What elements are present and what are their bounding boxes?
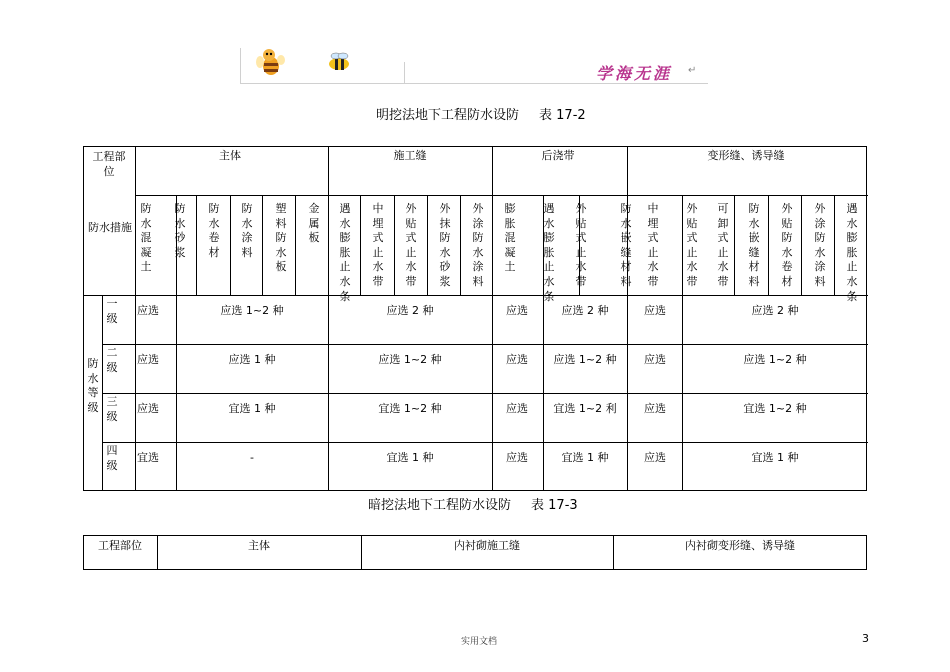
measure-removable-waterstop: 可卸式止水带 (717, 202, 729, 288)
header-divider (404, 62, 405, 83)
cell: 宜选 1 种 (386, 451, 434, 464)
cell: 应选 (644, 451, 666, 464)
grade-4: 四级 (106, 444, 118, 472)
header-deformation-joint: 变形缝、诱导缝 (707, 149, 785, 162)
header-main-body: 主体 (219, 149, 241, 162)
table-rule (135, 147, 136, 491)
measure-swelling-strip: 遇水膨胀止水条 (339, 202, 351, 303)
table-rule (768, 195, 769, 295)
table-rule (262, 195, 263, 295)
measure-swelling-strip: 遇水膨胀止水条 (543, 202, 555, 303)
cell: 应选 (137, 402, 159, 415)
table1-title-text: 明挖法地下工程防水设防 (376, 108, 520, 123)
page-number: 3 (862, 632, 869, 645)
measure-waterproof-mortar: 防水砂浆 (174, 202, 186, 259)
table-rule (360, 195, 361, 295)
table-rule (613, 536, 614, 570)
measure-sealant: 防水嵌缝材料 (748, 202, 760, 288)
table2-number: 表 17-3 (531, 498, 578, 513)
cartoon-bee-icon (254, 46, 286, 78)
cell: 应选 2 种 (751, 304, 799, 317)
cell: 应选 (506, 402, 528, 415)
table-rule (328, 147, 329, 491)
cell: 应选 (506, 353, 528, 366)
table-rule (230, 195, 231, 295)
cell: 宜选 (137, 451, 159, 464)
measure-waterproof-membrane: 防水卷材 (208, 202, 220, 259)
table-rule (135, 195, 868, 196)
cell: 应选 1~2 种 (743, 353, 807, 366)
brand-text: 学海无涯 (596, 64, 673, 83)
table-rule (157, 536, 158, 570)
cell: - (250, 451, 254, 464)
measure-external-waterstop: 外贴式止水带 (686, 202, 698, 288)
cell: 应选 2 种 (561, 304, 609, 317)
measure-external-coating: 外涂防水涂料 (472, 202, 484, 288)
table-rule (492, 147, 493, 491)
table-rule (394, 195, 395, 295)
header-engineering-part: 工程部位 (92, 150, 126, 178)
table1-title (376, 104, 586, 123)
measure-metal-plate: 金属板 (308, 202, 320, 245)
t2-header-lining-joint: 内衬砌施工缝 (454, 539, 520, 552)
cell: 宜选 1 种 (228, 402, 276, 415)
measure-expansive-concrete: 膨胀混凝土 (504, 202, 516, 274)
cell: 宜选 1~2 种 (743, 402, 807, 415)
bee-icon (326, 52, 352, 72)
table2-title-text: 暗挖法地下工程防水设防 (368, 498, 512, 513)
measure-external-mortar: 外抹防水砂浆 (439, 202, 451, 288)
measure-external-waterstop: 外贴式止水带 (405, 202, 417, 288)
table-rule (102, 344, 868, 345)
table-rule (801, 195, 802, 295)
grade-label: 防水等级 (87, 357, 99, 414)
cell: 宜选 1 种 (561, 451, 609, 464)
grade-1: 一级 (106, 297, 118, 325)
cell: 宜选 1~2 种 (378, 402, 442, 415)
measure-embedded-waterstop: 中埋式止水带 (647, 202, 659, 288)
table1 (83, 146, 867, 491)
t2-header-main: 主体 (248, 539, 270, 552)
table-rule (102, 393, 868, 394)
cell: 应选 (644, 402, 666, 415)
cell: 应选 (137, 304, 159, 317)
table-rule (84, 295, 868, 296)
measure-label: 防水措施 (88, 221, 132, 234)
cell: 应选 (644, 353, 666, 366)
header-post-pour-strip: 后浇带 (541, 149, 575, 162)
table-rule (196, 195, 197, 295)
table1-number: 表 17-2 (539, 108, 586, 123)
cell: 应选 (506, 304, 528, 317)
measure-waterproof-concrete: 防水混凝土 (140, 202, 152, 274)
table-rule (427, 195, 428, 295)
t2-header-lining-deformation: 内衬砌变形缝、诱导缝 (685, 539, 795, 552)
table2 (83, 535, 867, 570)
header-construction-joint: 施工缝 (393, 149, 427, 162)
table-rule (361, 536, 362, 570)
table-rule (627, 147, 628, 491)
table-rule (734, 195, 735, 295)
cell: 宜选 1~2 利 (553, 402, 617, 415)
table-rule (295, 195, 296, 295)
cell: 宜选 1 种 (751, 451, 799, 464)
cell: 应选 (506, 451, 528, 464)
measure-plastic-board: 塑料防水板 (275, 202, 287, 274)
cell: 应选 1~2 种 (378, 353, 442, 366)
measure-waterproof-coating: 防水涂料 (241, 202, 253, 259)
grade-3: 三级 (106, 395, 118, 423)
cell: 应选 2 种 (386, 304, 434, 317)
header-divider (240, 48, 241, 83)
cell: 应选 (644, 304, 666, 317)
cell: 应选 1~2 种 (553, 353, 617, 366)
measure-external-coating: 外涂防水涂料 (814, 202, 826, 288)
grade-2: 二级 (106, 346, 118, 374)
table-rule (460, 195, 461, 295)
cell: 应选 (137, 353, 159, 366)
table-rule (102, 295, 103, 491)
t2-header-part: 工程部位 (98, 539, 142, 552)
footer-text: 实用文档 (461, 637, 498, 647)
table-rule (102, 442, 868, 443)
measure-embedded-waterstop: 中埋式止水带 (372, 202, 384, 288)
measure-external-waterstop: 外贴式止水带 (575, 202, 587, 288)
table-rule (682, 195, 683, 491)
cell: 应选 1~2 种 (220, 304, 284, 317)
table2-title (368, 494, 578, 513)
measure-sealant: 防水嵌缝材料 (620, 202, 632, 288)
measure-external-membrane: 外贴防水卷材 (781, 202, 793, 288)
cell: 应选 1 种 (228, 353, 276, 366)
return-mark-icon: ↵ (688, 65, 697, 76)
measure-swelling-strip: 遇水膨胀止水条 (846, 202, 858, 303)
table-rule (834, 195, 835, 295)
